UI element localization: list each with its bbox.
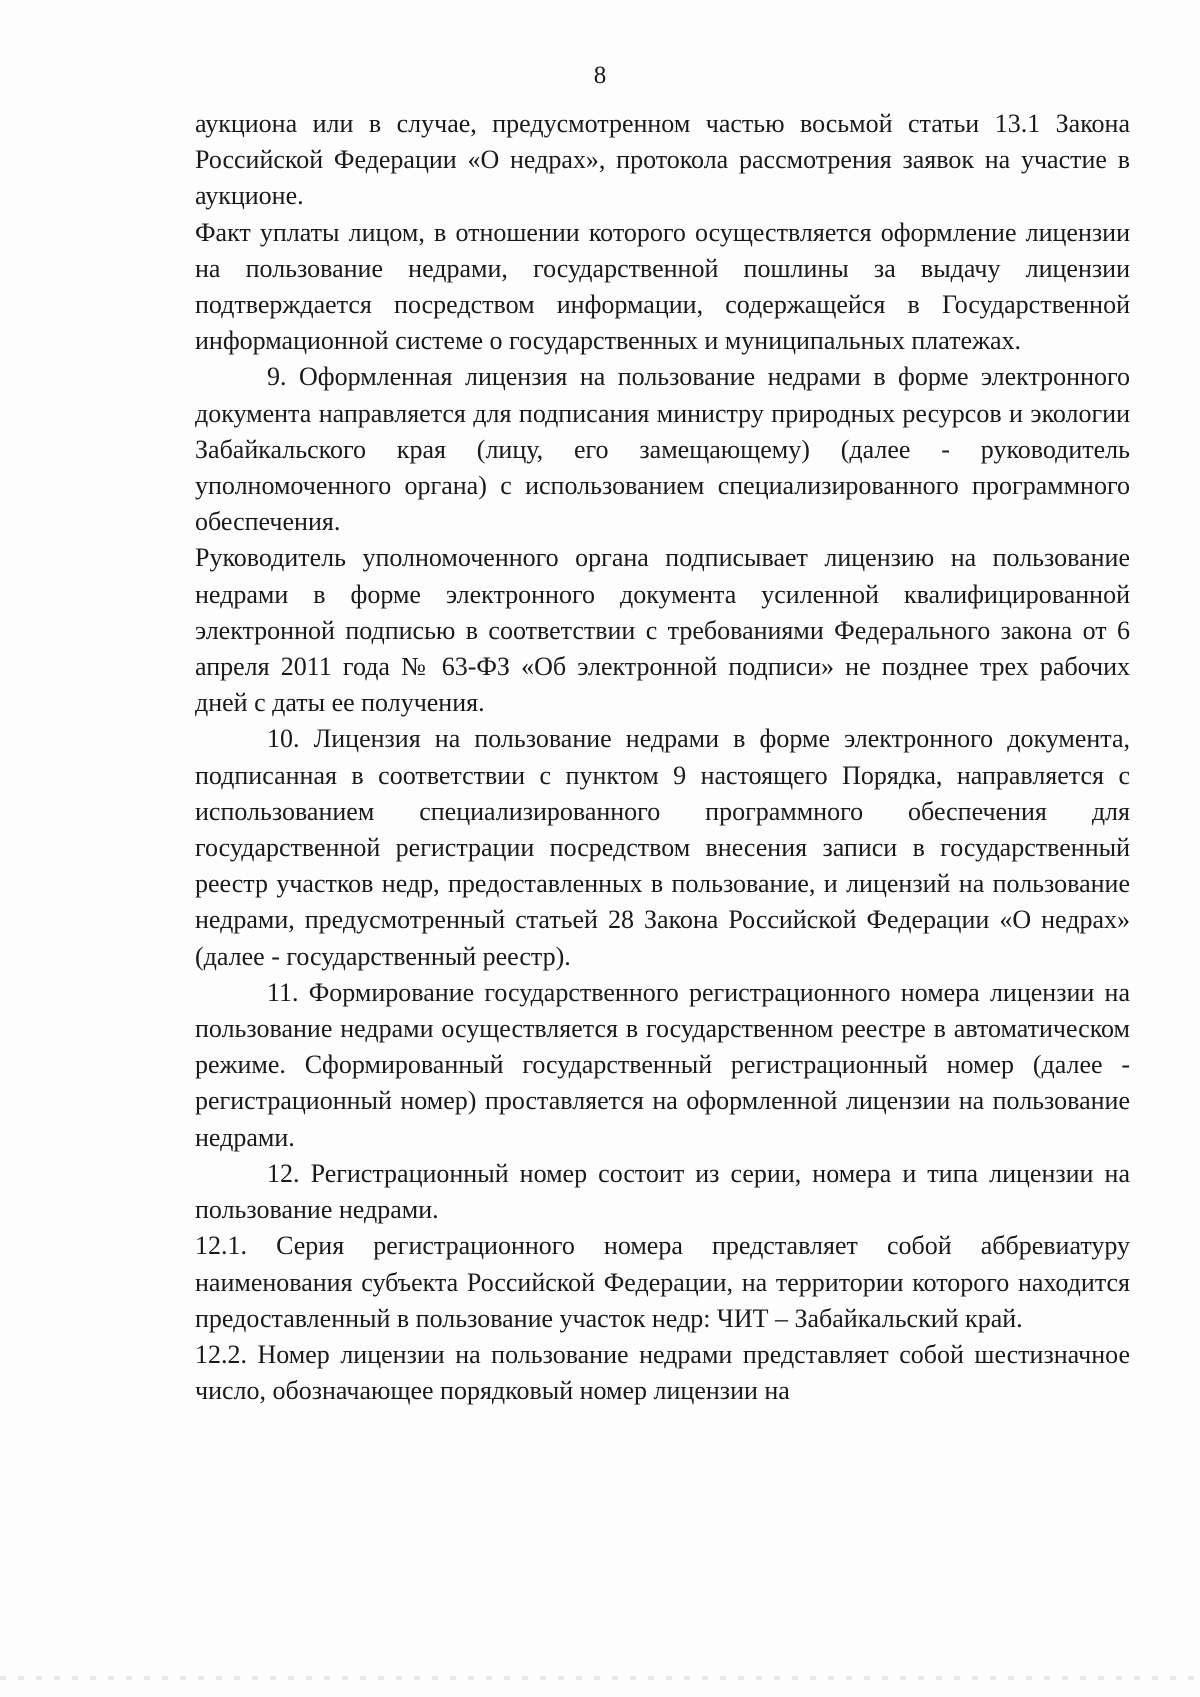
- page-number: 8: [593, 62, 607, 89]
- paragraph: аукциона или в случае, предусмотренном частью восьмой статьи 13.1 Закона Российской Федерации «О недрах», протокола рассмотрения заявок на участие в аукционе.: [195, 109, 1130, 211]
- document-body: [195, 106, 1130, 1409]
- paragraph-item-9: 9. Оформленная лицензия на пользование недрами в форме электронного документа направляется для подписания министру природных ресурсов и экологии Забайкальского края (лицу, его замещающему) (далее - руководитель уполномоченного органа) с использованием специализированного программного обеспечения.: [195, 362, 1130, 537]
- paragraph-item-12-2: 12.2. Номер лицензии на пользование недрами представляет собой шестизначное число, обозначающее порядковый номер лицензии на: [195, 1339, 1130, 1406]
- paragraph-item-11: 11. Формирование государственного регистрационного номера лицензии на пользование недрами осуществляется в государственном реестре в автоматическом режиме. Сформированный государственный регистрационный номер (далее - регистрационный номер) проставляется на оформленной лицензии на пользование недрами.: [195, 977, 1130, 1152]
- paragraph: Руководитель уполномоченного органа подписывает лицензию на пользование недрами в форме электронного документа усиленной квалифицированной электронной подписью в соответствии с требованиями Федерального закона от 6 апреля 2011 года № 63-ФЗ «Об электронной подписи» не позднее трех рабочих дней с даты ее получения.: [195, 543, 1130, 718]
- paragraph-item-10: 10. Лицензия на пользование недрами в форме электронного документа, подписанная в соответствии с пунктом 9 настоящего Порядка, направляется с использованием специализированного программного обеспечения для государственной регистрации посредством внесения записи в государственный реестр участков недр, предоставленных в пользование, и лицензий на пользование недрами, предусмотренный статьей 28 Закона Российской Федерации «О недрах» (далее - государственный реестр).: [195, 724, 1130, 971]
- scan-artifact-line: [0, 1676, 1200, 1680]
- paragraph-item-12: 12. Регистрационный номер состоит из серии, номера и типа лицензии на пользование недрами.: [195, 1158, 1130, 1225]
- paragraph-item-12-1: 12.1. Серия регистрационного номера представляет собой аббревиатуру наименования субъекта Российской Федерации, на территории которого находится предоставленный в пользование участок недр: ЧИТ – Забайкальский край.: [195, 1231, 1130, 1333]
- paragraph: Факт уплаты лицом, в отношении которого осуществляется оформление лицензии на пользование недрами, государственной пошлины за выдачу лицензии подтверждается посредством информации, содержащейся в Государственной информационной системе о государственных и муниципальных платежах.: [195, 217, 1130, 356]
